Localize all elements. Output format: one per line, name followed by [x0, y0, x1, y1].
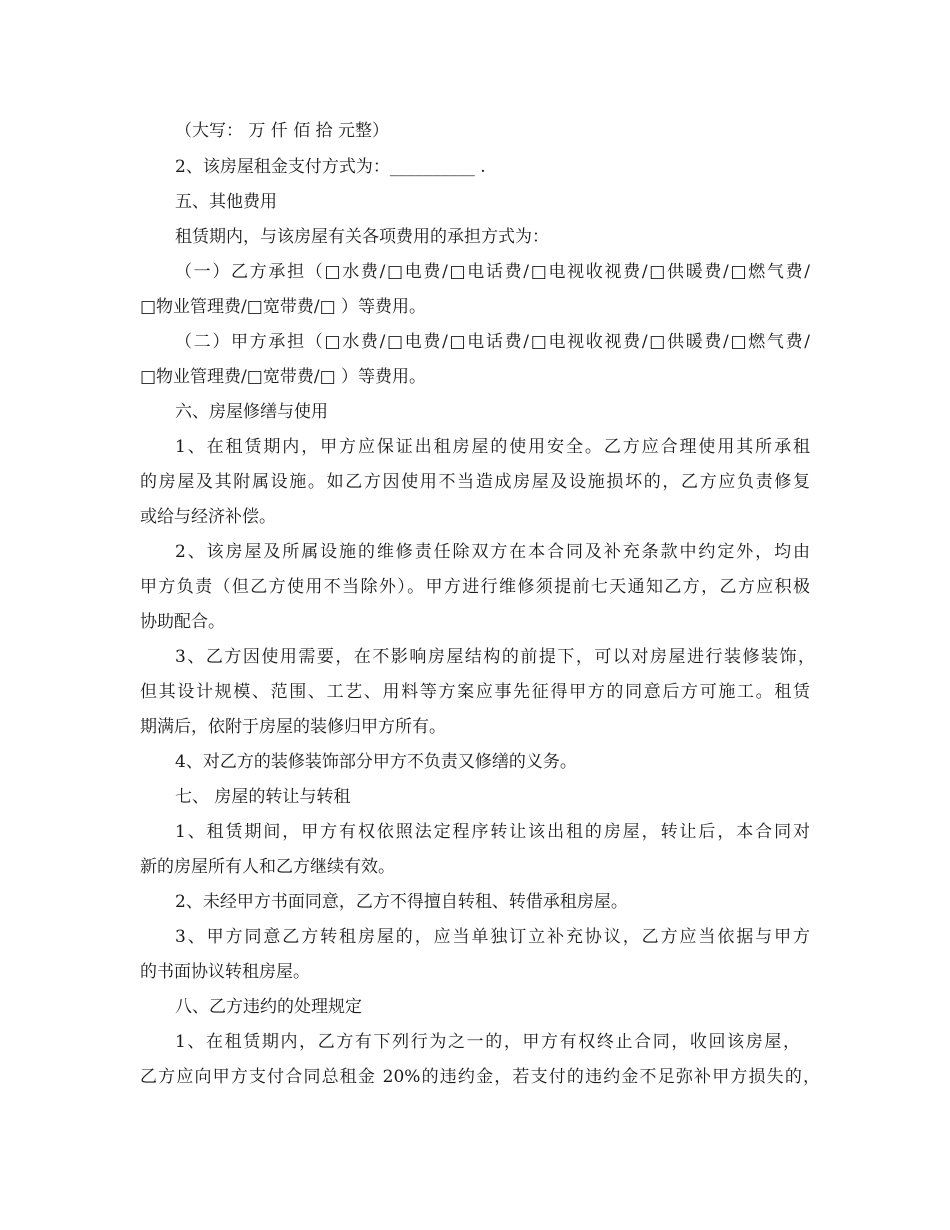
text-line: 2、该房屋租金支付方式为：__________ . [175, 157, 486, 177]
text-line: 新的房屋所有人和乙方继续有效。 [140, 857, 395, 877]
text-line: 2、未经甲方书面同意，乙方不得擅自转租、转借承租房屋。 [175, 892, 628, 912]
section-heading: 八、乙方违约的处理规定 [175, 997, 362, 1017]
text-line: 的房屋及其附属设施。如乙方因使用不当造成房屋及设施损坏的，乙方应负责修复 [140, 472, 810, 492]
text-line: 甲方负责（但乙方使用不当除外）。甲方进行维修须提前七天通知乙方，乙方应积极 [140, 577, 810, 597]
text-line: 1、在租赁期内，甲方应保证出租房屋的使用安全。乙方应合理使用其所承租 [175, 437, 810, 457]
text-line: 但其设计规模、范围、工艺、用料等方案应事先征得甲方的同意后方可施工。租赁 [140, 682, 810, 702]
text-line: 的书面协议转租房屋。 [140, 962, 310, 982]
section-heading: 六、房屋修缮与使用 [175, 402, 328, 422]
text-line: 1、在租赁期内，乙方有下列行为之一的，甲方有权终止合同，收回该房屋， [175, 1032, 800, 1052]
section-heading: 七、 房屋的转让与转租 [175, 787, 351, 807]
text-line: （大写： 万 仟 佰 拾 元整） [175, 121, 390, 141]
text-line: 租赁期内，与该房屋有关各项费用的承担方式为： [175, 227, 549, 247]
text-line: □物业管理费/□宽带费/□ ）等费用。 [140, 297, 427, 317]
text-line: □物业管理费/□宽带费/□ ）等费用。 [140, 367, 427, 387]
text-line: 3、甲方同意乙方转租房屋的，应当单独订立补充协议，乙方应当依据与甲方 [175, 927, 810, 947]
text-line: 期满后，依附于房屋的装修归甲方所有。 [140, 717, 446, 737]
text-line: 4、对乙方的装修装饰部分甲方不负责又修缮的义务。 [175, 752, 577, 772]
text-line: 或给与经济补偿。 [140, 507, 276, 527]
text-line: 乙方应向甲方支付合同总租金 20%的违约金，若支付的违约金不足弥补甲方损失的， [140, 1067, 820, 1087]
text-line: 3、乙方因使用需要，在不影响房屋结构的前提下，可以对房屋进行装修装饰， [175, 647, 815, 667]
text-line: 协助配合。 [140, 612, 225, 632]
text-line: 2、该房屋及所属设施的维修责任除双方在本合同及补充条款中约定外，均由 [175, 542, 810, 562]
text-line: 1、租赁期间，甲方有权依照法定程序转让该出租的房屋，转让后，本合同对 [175, 822, 810, 842]
text-line: （一）乙方承担（□水费/□电费/□电话费/□电视收视费/□供暖费/□燃气费/ [175, 262, 810, 282]
text-line: （二）甲方承担（□水费/□电费/□电话费/□电视收视费/□供暖费/□燃气费/ [175, 332, 810, 352]
section-heading: 五、其他费用 [175, 192, 277, 212]
